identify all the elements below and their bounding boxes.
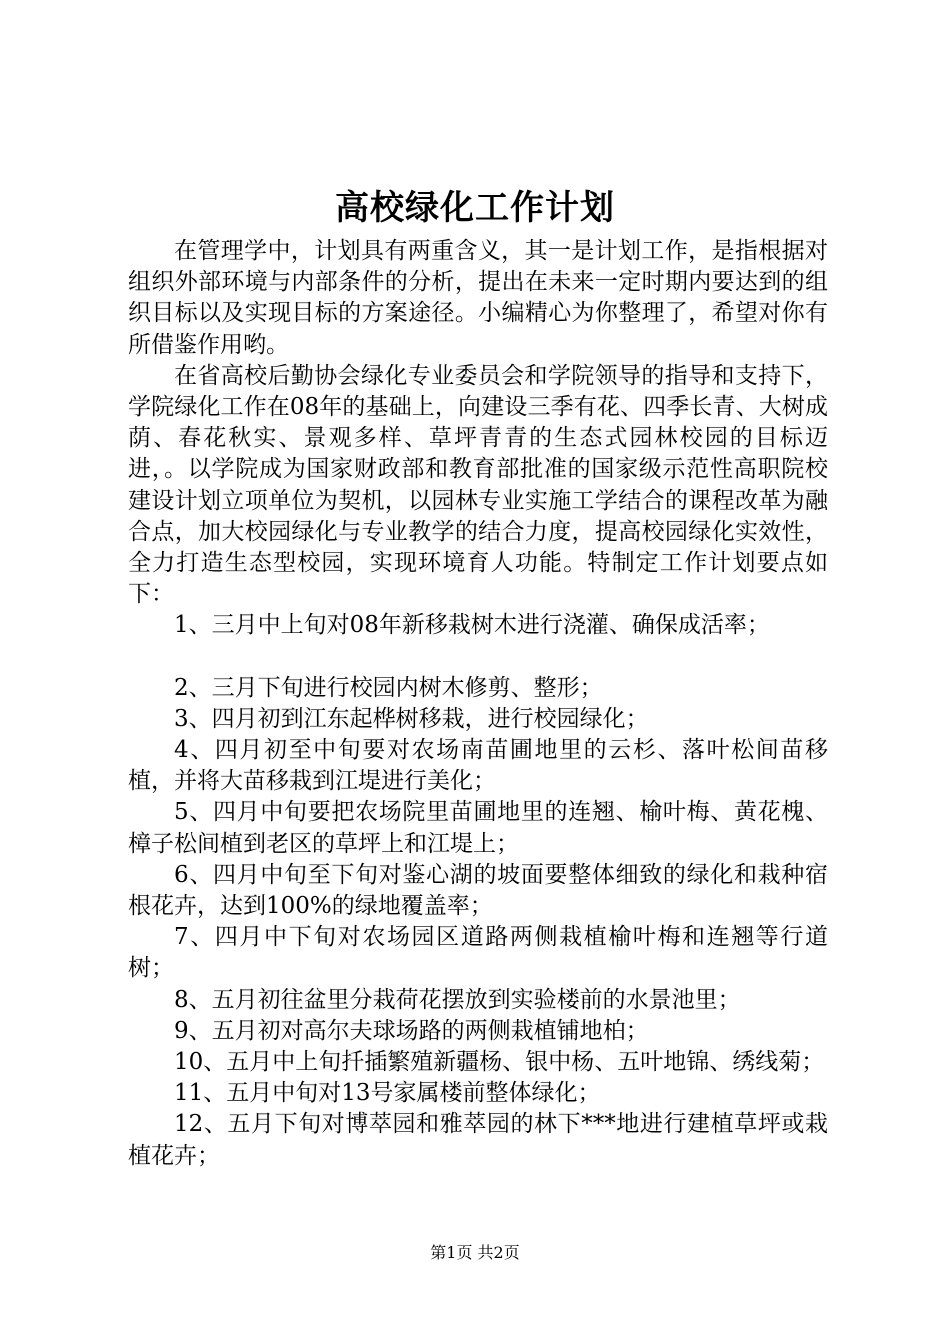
plan-item-6: 6、四月中旬至下旬对鉴心湖的坡面要整体细致的绿化和栽种宿根花卉，达到100%的绿地覆盖率；	[128, 861, 828, 920]
plan-item-10: 10、五月中上旬扦插繁殖新疆杨、银中杨、五叶地锦、绣线菊；	[174, 1049, 825, 1076]
background-paragraph: 在省高校后勤协会绿化专业委员会和学院领导的指导和支持下，学院绿化工作在08年的基础上，向建设三季有花、四季长青、大树成荫、春花秋实、景观多样、草坪青青的生态式园林校园的目标迈进，。以学院成为国家财政部和教育部批准的国家级示范性高职院校建设计划立项单位为契机，以园林专业实施工学结合的课程改革为融合点，加大校园绿化与专业教学的结合力度，提高校园绿化实效性，全力打造生态型校园，实现环境育人功能。特制定工作计划要点如下：	[128, 362, 828, 608]
plan-item-5: 5、四月中旬要把农场院里苗圃地里的连翘、榆叶梅、黄花槐、樟子松间植到老区的草坪上和江堤上；	[128, 799, 828, 857]
plan-item-8: 8、五月初往盆里分栽荷花摆放到实验楼前的水景池里；	[174, 986, 741, 1013]
plan-item-12: 12、五月下旬对博萃园和雅萃园的林下***地进行建植草坪或栽植花卉；	[128, 1111, 828, 1169]
document-body	[128, 236, 828, 1172]
plan-item-7: 7、四月中下旬对农场园区道路两侧栽植榆叶梅和连翘等行道树；	[128, 924, 828, 982]
plan-item-11: 11、五月中旬对13号家属楼前整体绿化；	[174, 1080, 601, 1107]
plan-item-3: 3、四月初到江东起桦树移栽，进行校园绿化；	[174, 705, 649, 732]
plan-item-9: 9、五月初对高尔夫球场路的两侧栽植铺地柏；	[174, 1017, 649, 1044]
plan-item-4: 4、四月初至中旬要对农场南苗圃地里的云杉、落叶松间苗移植，并将大苗移栽到江堤进行美化；	[128, 737, 828, 795]
intro-paragraph: 在管理学中，计划具有两重含义，其一是计划工作，是指根据对组织外部环境与内部条件的分析，提出在未来一定时期内要达到的组织目标以及实现目标的方案途径。小编精心为你整理了，希望对你有所借鉴作用哟。	[128, 238, 828, 358]
page-number-footer: 第1页 共2页	[430, 1243, 520, 1262]
plan-item-1: 1、三月中上旬对08年新移栽树木进行浇灌、确保成活率；	[174, 612, 770, 639]
page-title: 高校绿化工作计划	[335, 188, 615, 228]
plan-item-2: 2、三月下旬进行校园内树木修剪、整形；	[174, 674, 603, 701]
